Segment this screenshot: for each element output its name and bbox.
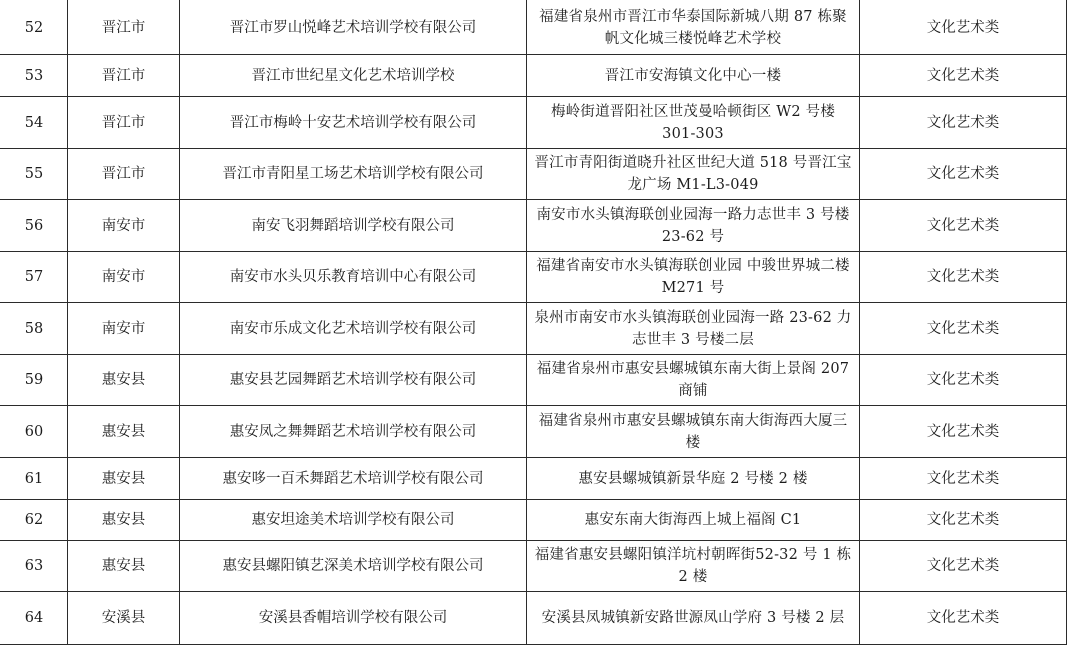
- school-name-cell: 晋江市罗山悦峰艺术培训学校有限公司: [180, 1, 527, 55]
- row-number-cell: 57: [1, 252, 68, 303]
- row-number-cell: 56: [1, 200, 68, 252]
- category-cell: 文化艺术类: [860, 303, 1067, 355]
- district-cell: 惠安县: [68, 458, 180, 500]
- school-name-cell: 惠安县艺园舞蹈艺术培训学校有限公司: [180, 355, 527, 406]
- district-cell: 晋江市: [68, 55, 180, 97]
- school-name-cell: 惠安坦途美术培训学校有限公司: [180, 500, 527, 541]
- address-cell: 梅岭街道晋阳社区世茂曼哈顿街区 W2 号楼 301-303: [527, 97, 860, 149]
- district-cell: 惠安县: [68, 355, 180, 406]
- row-number-cell: 54: [1, 97, 68, 149]
- table-row: [1, 200, 1067, 252]
- row-number-cell: 64: [1, 592, 68, 645]
- address-cell: 安溪县凤城镇新安路世源凤山学府 3 号楼 2 层: [527, 592, 860, 645]
- table-row: [1, 406, 1067, 458]
- category-cell: 文化艺术类: [860, 149, 1067, 200]
- district-cell: 晋江市: [68, 1, 180, 55]
- table-row: [1, 355, 1067, 406]
- address-cell: 福建省泉州市晋江市华泰国际新城八期 87 栋聚帆文化城三楼悦峰艺术学校: [527, 1, 860, 55]
- address-cell: 福建省泉州市惠安县螺城镇东南大街海西大厦三楼: [527, 406, 860, 458]
- table-row: [1, 592, 1067, 645]
- row-number-cell: 60: [1, 406, 68, 458]
- table-row: [1, 500, 1067, 541]
- row-number-cell: 61: [1, 458, 68, 500]
- school-name-cell: 惠安凤之舞舞蹈艺术培训学校有限公司: [180, 406, 527, 458]
- row-number-cell: 62: [1, 500, 68, 541]
- row-number-cell: 59: [1, 355, 68, 406]
- school-name-cell: 安溪县香帽培训学校有限公司: [180, 592, 527, 645]
- address-cell: 泉州市南安市水头镇海联创业园海一路 23-62 力志世丰 3 号楼二层: [527, 303, 860, 355]
- school-name-cell: 晋江市世纪星文化艺术培训学校: [180, 55, 527, 97]
- row-number-cell: 58: [1, 303, 68, 355]
- category-cell: 文化艺术类: [860, 500, 1067, 541]
- address-cell: 惠安县螺城镇新景华庭 2 号楼 2 楼: [527, 458, 860, 500]
- address-cell: 福建省惠安县螺阳镇洋坑村朝晖街52-32 号 1 栋 2 楼: [527, 541, 860, 592]
- table-row: [1, 1, 1067, 55]
- district-cell: 南安市: [68, 252, 180, 303]
- table-row: [1, 252, 1067, 303]
- category-cell: 文化艺术类: [860, 406, 1067, 458]
- address-cell: 晋江市青阳街道晓升社区世纪大道 518 号晋江宝龙广场 M1-L3-049: [527, 149, 860, 200]
- table-row: [1, 541, 1067, 592]
- district-cell: 南安市: [68, 200, 180, 252]
- row-number-cell: 63: [1, 541, 68, 592]
- address-cell: 福建省泉州市惠安县螺城镇东南大街上景阁 207 商铺: [527, 355, 860, 406]
- category-cell: 文化艺术类: [860, 97, 1067, 149]
- school-name-cell: 晋江市青阳星工场艺术培训学校有限公司: [180, 149, 527, 200]
- row-number-cell: 52: [1, 1, 68, 55]
- table-row: [1, 458, 1067, 500]
- category-cell: 文化艺术类: [860, 55, 1067, 97]
- district-cell: 南安市: [68, 303, 180, 355]
- school-name-cell: 惠安县螺阳镇艺深美术培训学校有限公司: [180, 541, 527, 592]
- row-number-cell: 55: [1, 149, 68, 200]
- district-cell: 安溪县: [68, 592, 180, 645]
- category-cell: 文化艺术类: [860, 541, 1067, 592]
- school-name-cell: 惠安哆一百禾舞蹈艺术培训学校有限公司: [180, 458, 527, 500]
- table-row: [1, 303, 1067, 355]
- category-cell: 文化艺术类: [860, 355, 1067, 406]
- table-row: [1, 55, 1067, 97]
- category-cell: 文化艺术类: [860, 458, 1067, 500]
- category-cell: 文化艺术类: [860, 592, 1067, 645]
- district-cell: 惠安县: [68, 541, 180, 592]
- table-row: [1, 149, 1067, 200]
- address-cell: 惠安东南大街海西上城上福阁 C1: [527, 500, 860, 541]
- school-name-cell: 南安飞羽舞蹈培训学校有限公司: [180, 200, 527, 252]
- category-cell: 文化艺术类: [860, 200, 1067, 252]
- school-name-cell: 南安市乐成文化艺术培训学校有限公司: [180, 303, 527, 355]
- address-cell: 南安市水头镇海联创业园海一路力志世丰 3 号楼 23-62 号: [527, 200, 860, 252]
- category-cell: 文化艺术类: [860, 252, 1067, 303]
- school-name-cell: 南安市水头贝乐教育培训中心有限公司: [180, 252, 527, 303]
- row-number-cell: 53: [1, 55, 68, 97]
- district-cell: 惠安县: [68, 500, 180, 541]
- address-cell: 福建省南安市水头镇海联创业园 中骏世界城二楼 M271 号: [527, 252, 860, 303]
- table-row: [1, 97, 1067, 149]
- school-name-cell: 晋江市梅岭十安艺术培训学校有限公司: [180, 97, 527, 149]
- table-body: [1, 1, 1067, 645]
- district-cell: 晋江市: [68, 97, 180, 149]
- district-cell: 晋江市: [68, 149, 180, 200]
- district-cell: 惠安县: [68, 406, 180, 458]
- category-cell: 文化艺术类: [860, 1, 1067, 55]
- address-cell: 晋江市安海镇文化中心一楼: [527, 55, 860, 97]
